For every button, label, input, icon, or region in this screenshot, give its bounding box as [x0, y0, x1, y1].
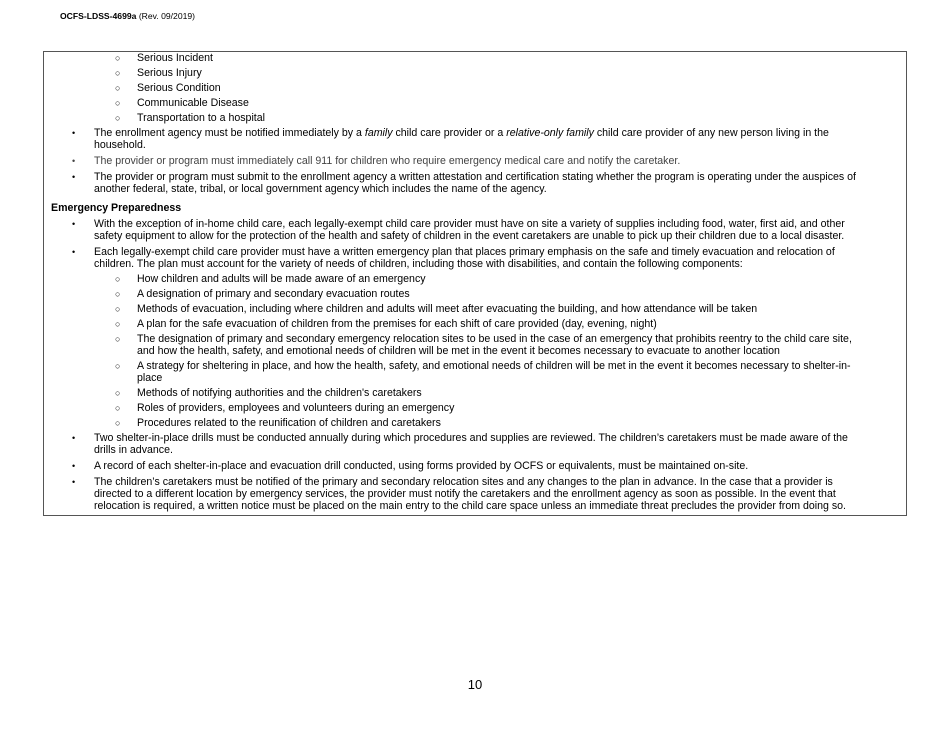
list-item: How children and adults will be made aware of an emergency — [137, 273, 426, 285]
form-revision: (Rev. 09/2019) — [138, 11, 196, 21]
paragraph-line: directed to a different location by emergency services, the provider must notify the caretakers and the enrollment agency as soon as possible. In the event that — [94, 488, 836, 500]
paragraph-line: With the exception of in-home child care, each legally-exempt child care provider must have on site a variety of supplies including food, water, first aid, and other — [94, 218, 845, 230]
sub-bullet: ○ — [115, 403, 121, 413]
list-item: and how the health, safety, and emotional needs of children will be met in the event it becomes necessary to evacuate to another location — [137, 345, 780, 357]
sub-bullet: ○ — [115, 83, 121, 93]
sub-bullet: ○ — [115, 274, 121, 284]
list-item: Serious Injury — [137, 67, 202, 79]
sub-bullet: ○ — [115, 113, 121, 123]
paragraph-line: The provider or program must submit to the enrollment agency a written attestation and certification stating whether the program is operating under the auspices of — [94, 171, 856, 183]
list-item: Roles of providers, employees and volunteers during an emergency — [137, 402, 455, 414]
sub-bullet: ○ — [115, 319, 121, 329]
list-item: The designation of primary and secondary emergency relocation sites to be used in the case of an emergency that prohibits reentry to the child care site, — [137, 333, 852, 345]
section-heading: Emergency Preparedness — [51, 202, 182, 214]
list-item: A strategy for sheltering in place, and how the health, safety, and emotional needs of children will be met in the event it becomes necessary to shelter-in- — [137, 360, 851, 372]
paragraph-line: relocation is required, a written notice must be placed on the main entry to the child care space unless an immediate threat precludes the provider from doing so. — [94, 500, 846, 512]
sub-bullet: ○ — [115, 68, 121, 78]
sub-bullet: ○ — [115, 361, 121, 371]
list-item: Serious Incident — [137, 52, 213, 64]
paragraph-line: The children’s caretakers must be notified of the primary and secondary relocation sites and any changes to the plan in advance. In the case that a provider is — [94, 476, 833, 488]
bullet: • — [72, 477, 76, 487]
bullet: • — [72, 219, 76, 229]
bullet: • — [72, 247, 76, 257]
paragraph-line: The enrollment agency must be notified immediately by a family child care provider or a relative-only family child care provider of any new person living in the — [94, 127, 829, 139]
list-item: Procedures related to the reunification of children and caretakers — [137, 417, 441, 429]
list-item: Methods of evacuation, including where children and adults will meet after evacuating the building, and how attendance will be taken — [137, 303, 758, 315]
paragraph-line: another federal, state, tribal, or local government agency which includes the name of the agency. — [94, 183, 547, 195]
paragraph-line: Two shelter-in-place drills must be conducted annually during which procedures and supplies are reviewed. The children’s caretakers must be made aware of the — [94, 432, 848, 444]
list-item: Communicable Disease — [137, 97, 249, 109]
sub-bullet: ○ — [115, 53, 121, 63]
bullet: • — [72, 433, 76, 443]
list-item: place — [137, 372, 163, 384]
bullet: • — [72, 461, 76, 471]
paragraph-line: children. The plan must account for the variety of needs of children, including those with disabilities, and contain the following components: — [94, 258, 743, 270]
sub-bullet: ○ — [115, 304, 121, 314]
sub-bullet: ○ — [115, 388, 121, 398]
paragraph-line: household. — [94, 139, 146, 151]
bullet: • — [72, 156, 76, 166]
list-item: Transportation to a hospital — [137, 112, 265, 124]
paragraph-line: drills in advance. — [94, 444, 173, 456]
page-number: 10 — [467, 677, 483, 692]
paragraph-line: Each legally-exempt child care provider must have a written emergency plan that places primary emphasis on the safe and timely evacuation and relocation of — [94, 246, 835, 258]
list-item: A plan for the safe evacuation of children from the premises for each shift of care provided (day, evening, night) — [137, 318, 657, 330]
list-item: Methods of notifying authorities and the children's caretakers — [137, 387, 422, 399]
bullet: • — [72, 128, 76, 138]
paragraph-line: safety equipment to allow for the protection of the health and safety of children in the event caretakers are unable to pick up their children due to a local disaster. — [94, 230, 845, 242]
list-item: A designation of primary and secondary evacuation routes — [137, 288, 410, 300]
bullet: • — [72, 172, 76, 182]
sub-bullet: ○ — [115, 98, 121, 108]
form-code: OCFS-LDSS-4699a — [60, 11, 137, 21]
paragraph-line: The provider or program must immediately call 911 for children who require emergency medical care and notify the caretaker. — [94, 155, 681, 167]
paragraph-line: A record of each shelter-in-place and evacuation drill conducted, using forms provided by OCFS or equivalents, must be maintained on-site. — [94, 460, 749, 472]
sub-bullet: ○ — [115, 334, 121, 344]
list-item: Serious Condition — [137, 82, 221, 94]
sub-bullet: ○ — [115, 418, 121, 428]
sub-bullet: ○ — [115, 289, 121, 299]
form-id — [60, 11, 195, 21]
